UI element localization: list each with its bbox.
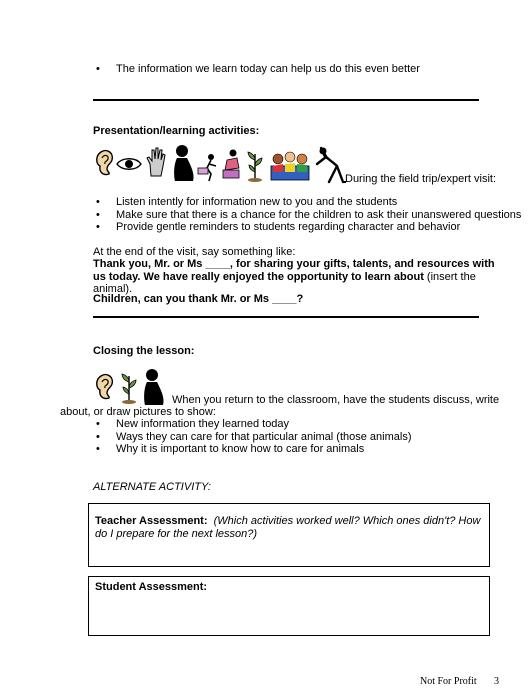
teacher-assessment-text: [95, 515, 483, 540]
silhouette-child-icon: [171, 144, 197, 182]
stretching-figure-icon: [315, 146, 347, 184]
sprout-icon: [119, 370, 139, 404]
ear-icon: [93, 372, 115, 402]
divider: [93, 99, 479, 101]
teacher-assessment-question: (Which activities worked well? Which ones didn't? How do I prepare for the next lesson?): [95, 515, 481, 540]
silhouette-child-icon: [141, 368, 167, 406]
list-item: • Why it is important to know how to care for animals: [96, 443, 496, 456]
ear-icon: [93, 148, 115, 178]
thank-you-normal-text: (insert the animal).: [93, 270, 476, 295]
teacher-assessment-label: Teacher Assessment:: [95, 515, 208, 527]
list-item: • Listen intently for information new to you and the students: [96, 196, 506, 209]
thank-you-script: [93, 258, 503, 296]
figure-icon: [197, 152, 219, 182]
list-item: • New information they learned today: [96, 418, 496, 431]
playing-child-icon: [219, 148, 243, 180]
divider: [93, 316, 479, 318]
closing-heading: Closing the lesson:: [93, 345, 195, 357]
presentation-icon-row: [93, 144, 353, 188]
list-item: • The information we learn today can help us do this even better: [96, 63, 496, 76]
sprout-icon: [245, 148, 265, 182]
alternate-activity-label: ALTERNATE ACTIVITY:: [93, 481, 211, 493]
hand-icon: [145, 146, 167, 178]
student-assessment-box[interactable]: [88, 576, 490, 636]
list-item: • Make sure that there is a chance for the children to ask their unanswered questions: [96, 209, 506, 222]
thank-you-bold-text: Thank you, Mr. or Ms ____, for sharing your gifts, talents, and resources with us today. We have really enjoyed the opportunity to learn about: [93, 258, 495, 283]
presentation-bullet-list: [96, 196, 522, 234]
student-assessment-label: Student Assessment:: [95, 581, 208, 593]
footer-text: Not For Profit: [420, 676, 477, 687]
closing-bullet-list: [96, 418, 496, 456]
teacher-assessment-box[interactable]: [88, 503, 490, 567]
closing-caption-line2: about, or draw pictures to show:: [60, 406, 216, 418]
list-item: • Ways they can care for that particular animal (those animals): [96, 431, 496, 444]
field-trip-caption: During the field trip/expert visit:: [345, 173, 497, 185]
list-item: • Provide gentle reminders to students regarding character and behavior: [96, 221, 506, 234]
page-number: 3: [494, 676, 499, 687]
closing-caption-line1: When you return to the classroom, have the students discuss, write: [172, 394, 500, 406]
presentation-heading: Presentation/learning activities:: [93, 125, 260, 137]
group-of-children-icon: [269, 150, 311, 182]
children-thank-prompt: Children, can you thank Mr. or Ms ____?: [93, 293, 304, 305]
top-bullet-list: [96, 63, 496, 76]
end-of-visit-intro: At the end of the visit, say something like:: [93, 246, 296, 258]
closing-icon-row: [93, 368, 183, 408]
eye-icon: [116, 156, 142, 172]
